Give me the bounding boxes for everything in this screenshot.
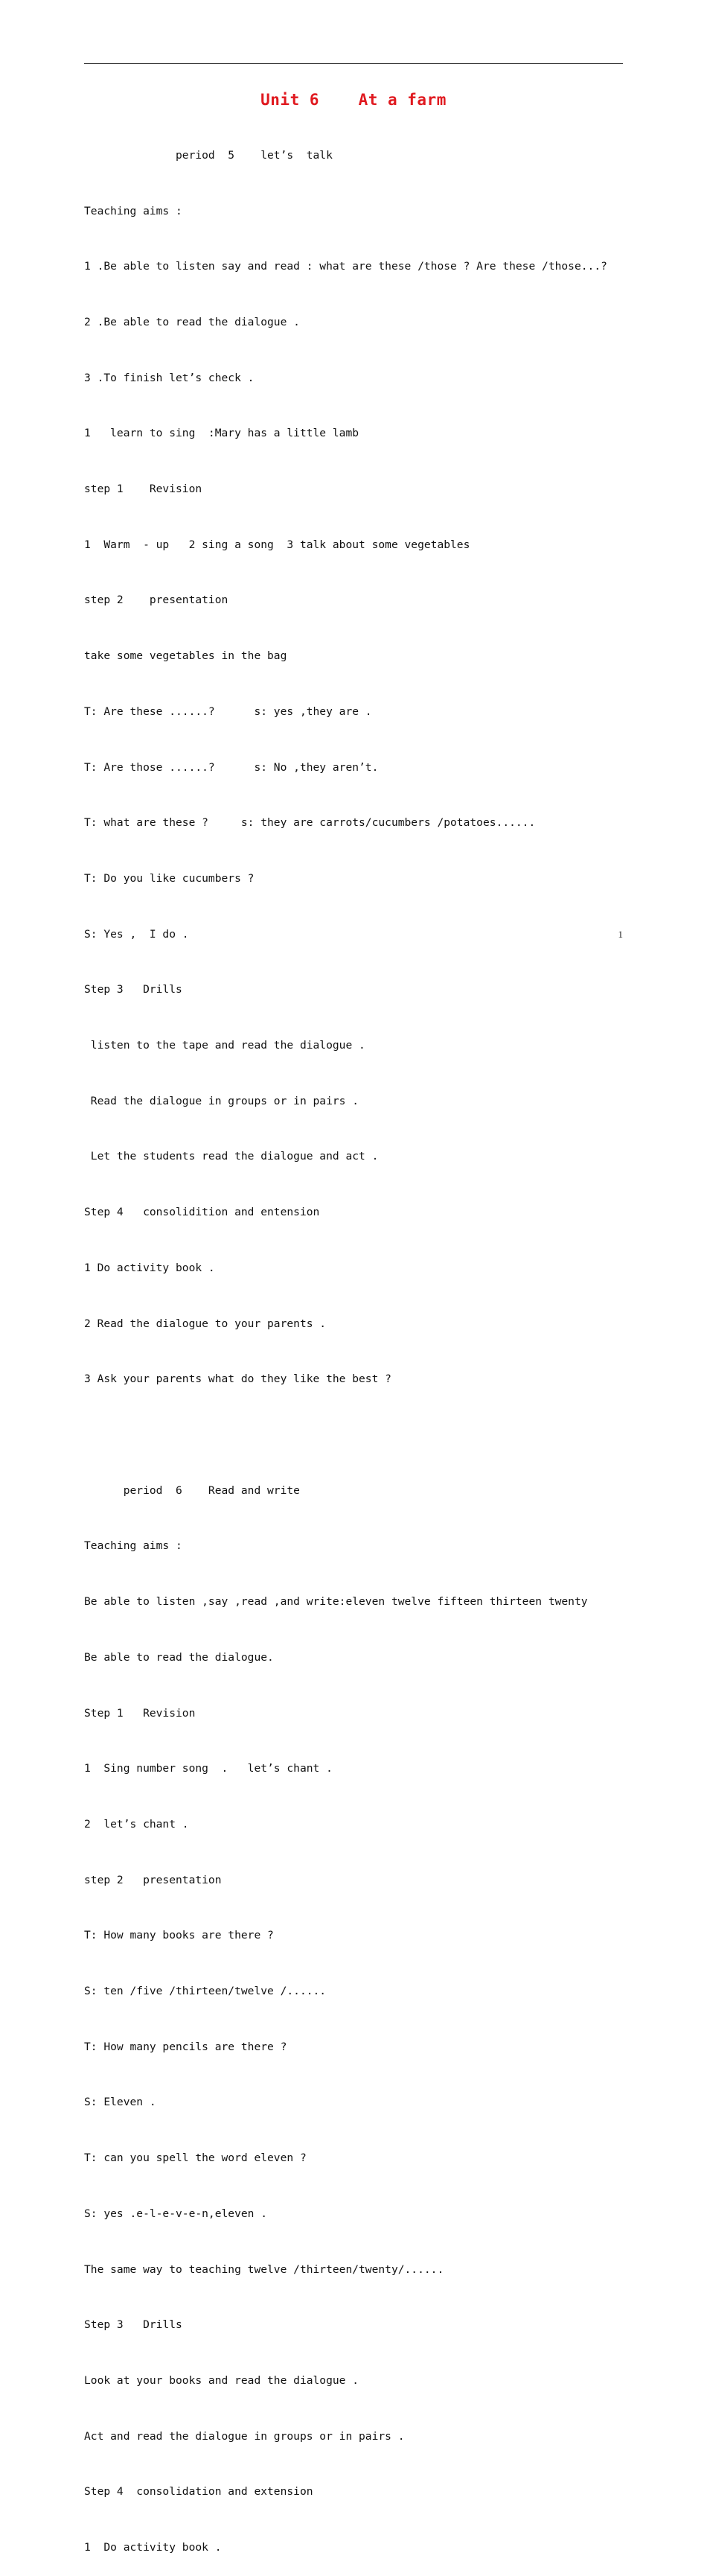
- text-line: 3 Ask your parents what do they like the best ?: [84, 1373, 391, 1386]
- text-line: 1 Warm - up 2 sing a song 3 talk about some vegetables: [84, 538, 470, 551]
- page-number: 1: [618, 929, 623, 940]
- text-line: 2 .Be able to read the dialogue .: [84, 315, 300, 328]
- text-line: Be able to listen ,say ,read ,and write:eleven twelve fifteen thirteen twenty: [84, 1595, 588, 1609]
- text-line: T: How many books are there ?: [84, 1929, 274, 1942]
- text-line: T: what are these ? s: they are carrots/cucumbers /potatoes......: [84, 816, 536, 830]
- text-line: T: Do you like cucumbers ?: [84, 871, 255, 885]
- text-line: S: Eleven .: [84, 2096, 156, 2109]
- document-body: [84, 109, 627, 2576]
- text-line: period 5 let’s talk: [84, 148, 333, 162]
- text-line: Step 1 Revision: [84, 1706, 196, 1720]
- text-line: Be able to read the dialogue.: [84, 1650, 274, 1664]
- text-line: Look at your books and read the dialogue .: [84, 2373, 359, 2387]
- header-rule: [84, 63, 623, 64]
- text-line: 2 let’s chant .: [84, 1817, 189, 1831]
- text-line: Teaching aims :: [84, 1539, 182, 1553]
- text-line: 1 Sing number song . let’s chant .: [84, 1762, 333, 1775]
- text-line: T: How many pencils are there ?: [84, 2040, 287, 2053]
- text-line: S: ten /five /thirteen/twelve /......: [84, 1985, 327, 1998]
- document-title: Unit 6 At a farm: [260, 91, 447, 109]
- text-line: T: Are these ......? s: yes ,they are .: [84, 705, 372, 718]
- text-line: T: can you spell the word eleven ?: [84, 2152, 307, 2165]
- text-line: 1 .Be able to listen say and read : what are these /those ? Are these /those...?: [84, 260, 607, 273]
- text-line: Teaching aims :: [84, 204, 182, 217]
- text-line: S: Yes , I do .: [84, 927, 189, 941]
- text-line: The same way to teaching twelve /thirteen/twenty/......: [84, 2262, 444, 2276]
- text-line: 1 Do activity book .: [84, 1261, 215, 1274]
- blank-line: [84, 1426, 627, 1445]
- text-line: 3 .To finish let’s check .: [84, 371, 255, 384]
- text-line: S: yes .e-l-e-v-e-n,eleven .: [84, 2207, 268, 2220]
- text-line: 1 Do activity book .: [84, 2541, 222, 2554]
- text-line: step 2 presentation: [84, 594, 228, 607]
- text-line: take some vegetables in the bag: [84, 649, 287, 663]
- text-line: step 2 presentation: [84, 1873, 222, 1886]
- text-line: Read the dialogue in groups or in pairs .: [84, 1094, 359, 1107]
- text-line: Step 4 consolidation and extension: [84, 2485, 313, 2499]
- text-line: Step 3 Drills: [84, 983, 182, 996]
- text-line: listen to the tape and read the dialogue .: [84, 1039, 365, 1052]
- text-line: 1 learn to sing :Mary has a little lamb: [84, 427, 359, 440]
- text-line: 2 Read the dialogue to your parents .: [84, 1317, 327, 1330]
- text-line: period 6 Read and write: [84, 1483, 300, 1497]
- text-line: Step 3 Drills: [84, 2318, 182, 2332]
- text-line: Act and read the dialogue in groups or in pairs .: [84, 2429, 405, 2443]
- text-line: Step 4 consolidition and entension: [84, 1206, 320, 1219]
- text-line: step 1 Revision: [84, 483, 202, 496]
- text-line: Let the students read the dialogue and act .: [84, 1150, 379, 1163]
- text-line: T: Are those ......? s: No ,they aren’t.: [84, 760, 379, 774]
